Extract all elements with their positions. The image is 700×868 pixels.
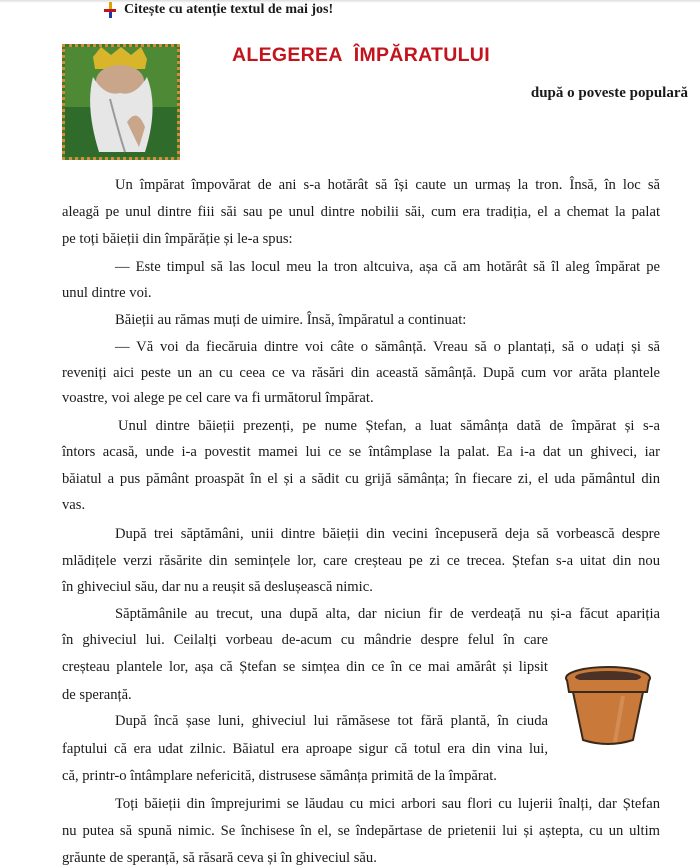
text-line: — Vă voi da fiecăruia dintre voi câte o sămânță. Vreau să o plantați, să o udați și să [115, 339, 660, 355]
text-line: pe toți băieții din împărăție și le-a spus: [62, 231, 293, 247]
text-line: în ghiveciul său, dar nu a reușit să deslușească nimic. [62, 579, 373, 595]
instruction-text: Citește cu atenție textul de mai jos! [124, 2, 334, 17]
text-line: aleagă pe unul dintre fiii săi sau pe unul dintre nobilii săi, cum era tradiția, el a chemat la palat [62, 204, 660, 220]
text-line: vas. [62, 497, 86, 513]
story-title: ALEGEREA ÎMPĂRATULUI [232, 44, 490, 66]
text-line: grăunte de speranță, să răsară ceva și în ghiveciul său. [62, 850, 377, 866]
text-line: Săptămânile au trecut, una după alta, dar niciun fir de verdeață nu și-a făcut apariția [115, 606, 660, 622]
text-line: întors acasă, unde i-a povestit mamei lui ce se întâmplase la palat. Ea i-a dat un ghiveci, iar [62, 444, 660, 460]
text-line: nu putea să spună nimic. Se închisese în el, se îndepărtase de prietenii lui și aștepta, cu un ultim [62, 823, 660, 839]
text-line: faptului că era udat zilnic. Băiatul era aproape sigur că totul era din vina lui, [62, 741, 548, 757]
text-line: în ghiveciul lui. Ceilalți vorbeau de-acum cu mândrie despre felul în care [62, 632, 548, 648]
text-line: reveniți aici peste un an cu ceea ce va răsări din această sămânță. După cum vor arăta plantele [62, 365, 660, 381]
text-line: că, printr-o întâmplare nefericită, distrusese sămânța primită de la împărat. [62, 768, 497, 784]
text-line: Unul dintre băieții prezenți, pe nume Ștefan, a luat sămânța dată de împărat și s-a [118, 418, 660, 434]
text-line: băiatul a pus pământ proaspăt în el și a sădit cu grijă sămânța; în fiecare zi, el uda pământul din [62, 471, 660, 487]
text-line: creșteau plantele lor, așa că Ștefan se simțea din ce în ce mai amărât și lipsit [62, 659, 548, 675]
text-line: voastre, voi alege pe cel care va fi următorul împărat. [62, 390, 374, 406]
text-line: unul dintre voi. [62, 285, 152, 301]
text-line: — Este timpul să las locul meu la tron altcuiva, așa că am hotărât să îl aleg împărat pe [115, 259, 660, 275]
text-line: Băieții au rămas muți de uimire. Însă, împăratul a continuat: [115, 312, 467, 328]
text-line: Toți băieții din împrejurimi se lăudau cu mici arbori sau flori cu lujerii înalți, dar Ștefan [115, 796, 660, 812]
text-line: mlădițele verzi răsărite din semințele lor, care creșteau pe zi ce trecea. Ștefan s-a uitat din nou [62, 553, 660, 569]
instruction [104, 2, 333, 18]
text-line: de speranță. [62, 687, 132, 703]
text-line: Un împărat împovărat de ani s-a hotărât să își caute un urmaș la tron. Însă, în loc să [115, 177, 660, 193]
emperor-illustration [62, 44, 180, 160]
pencil-icon [104, 2, 116, 18]
story-subtitle: după o poveste populară [530, 85, 688, 101]
flower-pot-illustration [563, 664, 653, 748]
text-line: După trei săptămâni, unii dintre băieții din vecini începuseră deja să vorbească despre [115, 526, 660, 542]
text-line: După încă șase luni, ghiveciul lui rămăsese tot fără plantă, în ciuda [115, 713, 548, 729]
